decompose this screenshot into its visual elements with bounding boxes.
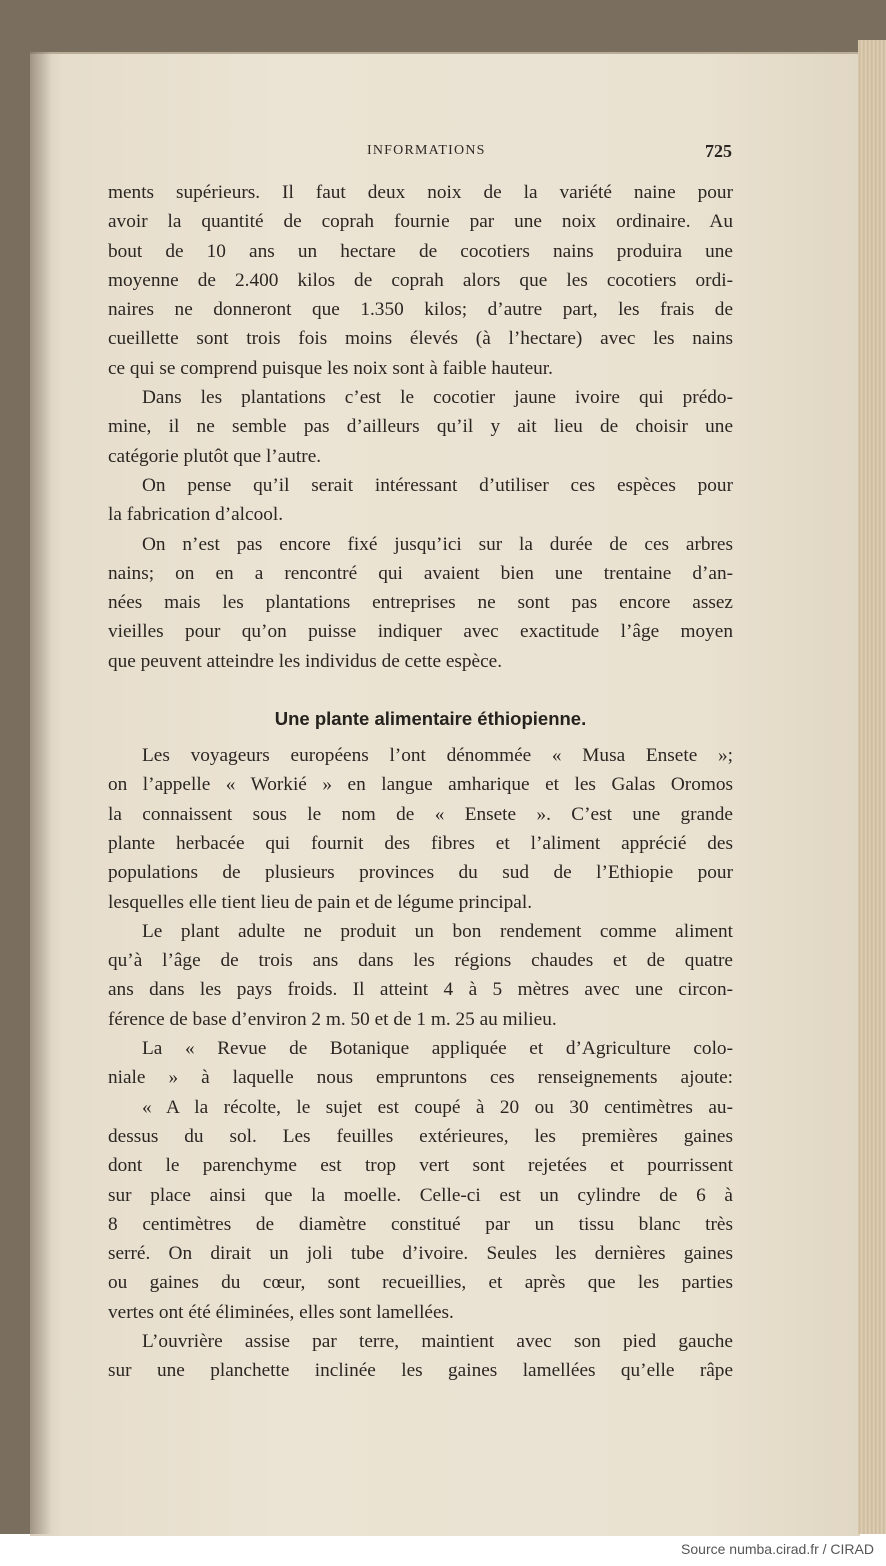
text-line: L’ouvrière assise par terre, maintient avec son pied gauche <box>142 1330 733 1352</box>
text-line: catégorie plutôt que l’autre. <box>108 445 322 467</box>
text-line: ments supérieurs. Il faut deux noix de la variété naine pour <box>108 182 733 203</box>
text-line: plante herbacée qui fournit des fibres et l’aliment apprécié des <box>108 832 733 854</box>
text-line: ce qui se comprend puisque les noix sont à faible hauteur. <box>108 357 553 379</box>
running-title: INFORMATIONS <box>367 143 486 158</box>
text-line: Dans les plantations c’est le cocotier jaune ivoire qui prédo- <box>142 387 733 409</box>
text-line: avoir la quantité de coprah fournie par une noix ordinaire. Au <box>108 211 733 233</box>
page-number: 725 <box>705 141 732 161</box>
spine-shadow <box>30 52 52 1534</box>
text-line: ou gaines du cœur, sont recueillies, et après que les parties <box>108 1272 733 1294</box>
text-line: que peuvent atteindre les individus de cette espèce. <box>108 650 503 672</box>
text-line: nains; on en a rencontré qui avaient bien une trentaine d’an- <box>108 562 733 584</box>
text-line: on l’appelle « Workié » en langue amharique et les Galas Oromos <box>108 774 733 796</box>
page-text <box>108 178 733 1386</box>
text-line: vieilles pour qu’on puisse indiquer avec exactitude l’âge moyen <box>108 621 733 643</box>
text-line: sur une planchette inclinée les gaines lamellées qu’elle râpe <box>108 1360 733 1382</box>
text-line: sur place ainsi que la moelle. Celle-ci est un cylindre de 6 à <box>108 1184 733 1206</box>
source-credit: Source numba.cirad.fr / CIRAD <box>681 1541 874 1557</box>
text-line: « A la récolte, le sujet est coupé à 20 ou 30 centimètres au- <box>142 1096 733 1118</box>
text-line: 8 centimètres de diamètre constitué par un tissu blanc très <box>108 1213 733 1235</box>
text-line: dessus du sol. Les feuilles extérieures, les premières gaines <box>108 1125 733 1147</box>
text-line: Le plant adulte ne produit un bon rendement comme aliment <box>142 920 733 942</box>
text-line: On n’est pas encore fixé jusqu’ici sur la durée de ces arbres <box>142 533 733 555</box>
text-line: serré. On dirait un joli tube d’ivoire. Seules les dernières gaines <box>108 1243 733 1265</box>
text-line: niale » à laquelle nous empruntons ces renseignements ajoute: <box>108 1067 733 1089</box>
text-line: Les voyageurs européens l’ont dénommée « Musa Ensete »; <box>142 745 733 767</box>
text-line: la connaissent sous le nom de « Ensete ». C’est une grande <box>108 803 733 825</box>
text-line: La « Revue de Botanique appliquée et d’Agriculture colo- <box>142 1038 733 1060</box>
section-heading: Une plante alimentaire éthiopienne. <box>274 708 587 730</box>
text-line: On pense qu’il serait intéressant d’utiliser ces espèces pour <box>142 474 733 496</box>
text-line: qu’à l’âge de trois ans dans les régions chaudes et de quatre <box>108 950 733 972</box>
page-edges <box>858 40 886 1534</box>
page-header <box>0 143 886 163</box>
text-line: populations de plusieurs provinces du sud de l’Ethiopie pour <box>108 862 733 884</box>
text-line: dont le parenchyme est trop vert sont rejetées et pourrissent <box>108 1155 733 1177</box>
text-line: vertes ont été éliminées, elles sont lamellées. <box>108 1301 454 1323</box>
text-line: la fabrication d’alcool. <box>108 504 284 526</box>
text-line: lesquelles elle tient lieu de pain et de légume principal. <box>108 891 533 913</box>
text-line: nées mais les plantations entreprises ne sont pas encore assez <box>108 592 733 614</box>
text-line: naires ne donneront que 1.350 kilos; d’autre part, les frais de <box>108 299 733 321</box>
text-line: moyenne de 2.400 kilos de coprah alors que les cocotiers ordi- <box>108 269 733 291</box>
text-line: ans dans les pays froids. Il atteint 4 à 5 mètres avec une circon- <box>108 979 733 1001</box>
text-line: mine, il ne semble pas d’ailleurs qu’il y ait lieu de choisir une <box>108 416 733 438</box>
text-line: bout de 10 ans un hectare de cocotiers nains produira une <box>108 240 733 262</box>
text-line: cueillette sont trois fois moins élevés (à l’hectare) avec les nains <box>108 328 733 350</box>
text-line: férence de base d’environ 2 m. 50 et de 1 m. 25 au milieu. <box>108 1008 557 1030</box>
